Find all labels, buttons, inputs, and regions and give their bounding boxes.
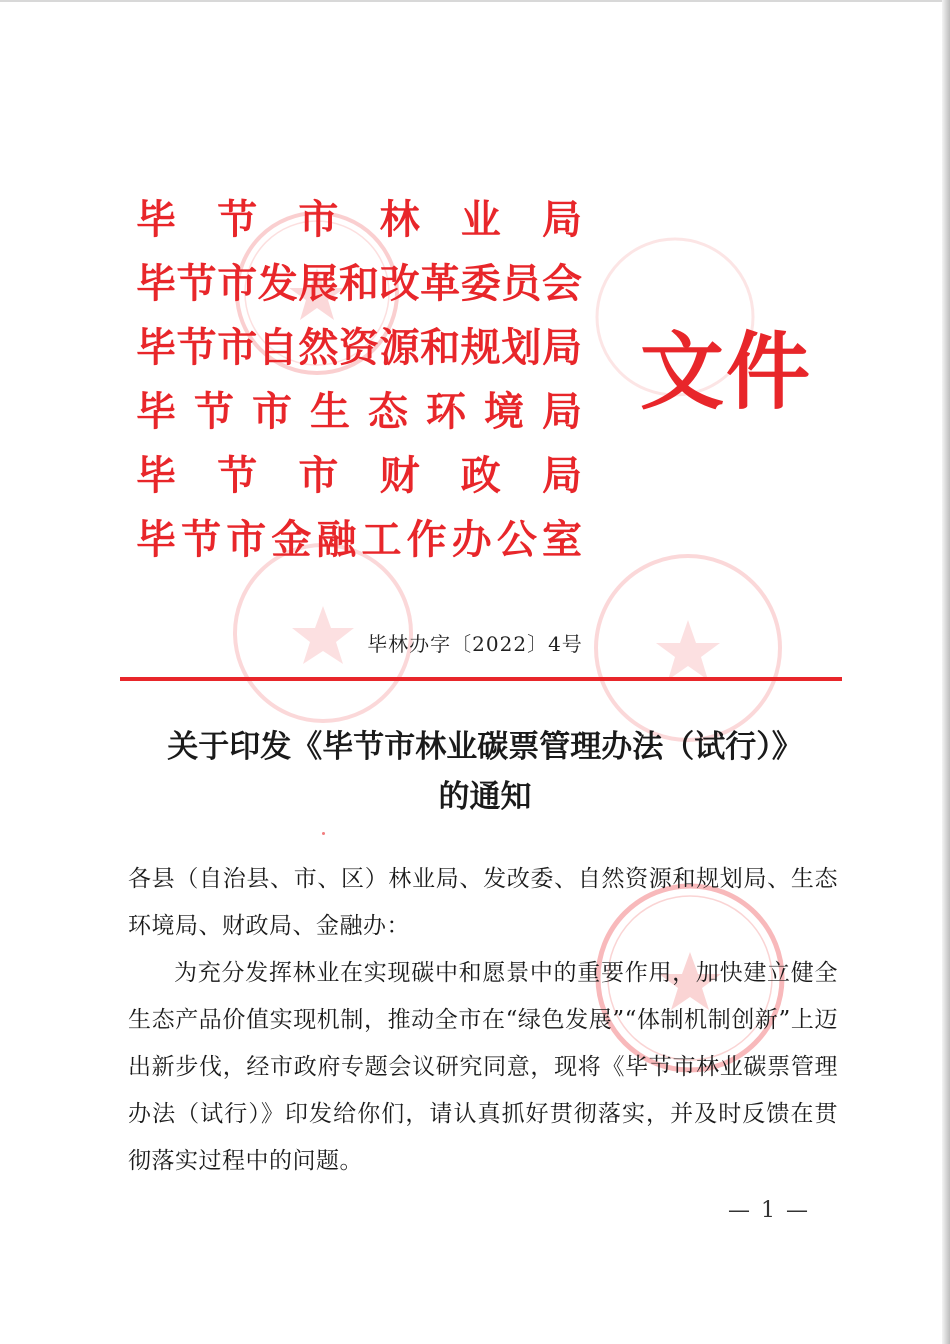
issuer-char: 室 [541,516,582,563]
issuer-char: 节 [217,196,258,243]
issuer-char: 源 [379,324,420,371]
document-type-word: 文件 [640,322,813,421]
issuer-char: 局 [541,324,582,371]
issuer-char: 市 [217,324,258,371]
issuing-agencies [136,188,582,572]
issuer-char: 工 [361,516,402,563]
issuer-line [136,252,582,316]
issuer-char: 发 [257,260,298,307]
issuer-char: 节 [217,452,258,499]
issuer-char: 委 [460,260,501,307]
issuer-char: 革 [420,260,461,307]
issuer-char: 局 [541,196,582,243]
document-body [128,856,838,1185]
issuer-char: 节 [176,260,217,307]
issuer-char: 节 [181,516,222,563]
issuer-char: 局 [542,388,582,435]
issuer-char: 节 [194,388,234,435]
issuer-char: 态 [368,388,408,435]
issuer-char: 市 [252,388,292,435]
issuer-char: 财 [379,452,420,499]
issuer-char: 办 [451,516,492,563]
issuer-char: 毕 [136,196,176,243]
issuer-char: 毕 [136,324,176,371]
issuer-char: 毕 [136,516,176,563]
issuer-char: 毕 [136,452,176,499]
document-title [100,722,870,822]
issuer-char: 市 [298,452,339,499]
issuer-char: 员 [501,260,542,307]
issuer-char: 林 [379,196,420,243]
issuer-char: 会 [541,260,582,307]
issuer-char: 改 [379,260,420,307]
issuer-char: 毕 [136,260,176,307]
body-paragraph: 为充分发挥林业在实现碳中和愿景中的重要作用，加快建立健全生态产品价值实现机制，推动全市在“绿色发展”“体制机制创新”上迈出新步伐，经市政府专题会议研究同意，现将《毕节市林业碳票管理办法（试行）》印发给你们，请认真抓好贯彻落实，并及时反馈在贯彻落实过程中的问题。 [128,960,838,1174]
issuer-line [136,508,582,572]
issuer-char: 市 [298,196,339,243]
scan-edge-right [942,0,950,1344]
document-number: 毕林办字〔2022〕4号 [367,632,583,656]
issuer-char: 市 [217,260,258,307]
ink-fleck [322,832,325,835]
issuer-char: 局 [541,452,582,499]
issuer-char: 规 [460,324,501,371]
issuer-char: 作 [406,516,447,563]
issuer-char: 和 [420,324,461,371]
issuer-char: 和 [338,260,379,307]
issuer-char: 市 [226,516,267,563]
issuer-char: 资 [338,324,379,371]
issuer-char: 然 [298,324,339,371]
issuer-char: 政 [460,452,501,499]
issuer-char: 毕 [136,388,176,435]
issuer-char: 融 [316,516,357,563]
title-line-2: 的通知 [438,779,532,815]
scan-edge-top [0,0,950,2]
issuer-char: 公 [496,516,537,563]
page-number: — 1 — [728,1198,810,1223]
issuer-line [136,380,582,444]
issuer-char: 划 [501,324,542,371]
issuer-char: 环 [426,388,466,435]
issuer-char: 生 [310,388,350,435]
issuer-char: 境 [484,388,524,435]
issuer-line [136,316,582,380]
issuer-char: 业 [460,196,501,243]
issuer-char: 展 [298,260,339,307]
issuer-char: 金 [271,516,312,563]
title-line-1: 关于印发《毕节市林业碳票管理办法（试行）》 [167,729,803,765]
issuer-char: 自 [257,324,298,371]
recipients-line: 各县（自治县、市、区）林业局、发改委、自然资源和规划局、生态环境局、财政局、金融办： [128,866,838,939]
issuer-char: 节 [176,324,217,371]
red-divider [120,677,842,681]
issuer-line [136,444,582,508]
issuer-line [136,188,582,252]
